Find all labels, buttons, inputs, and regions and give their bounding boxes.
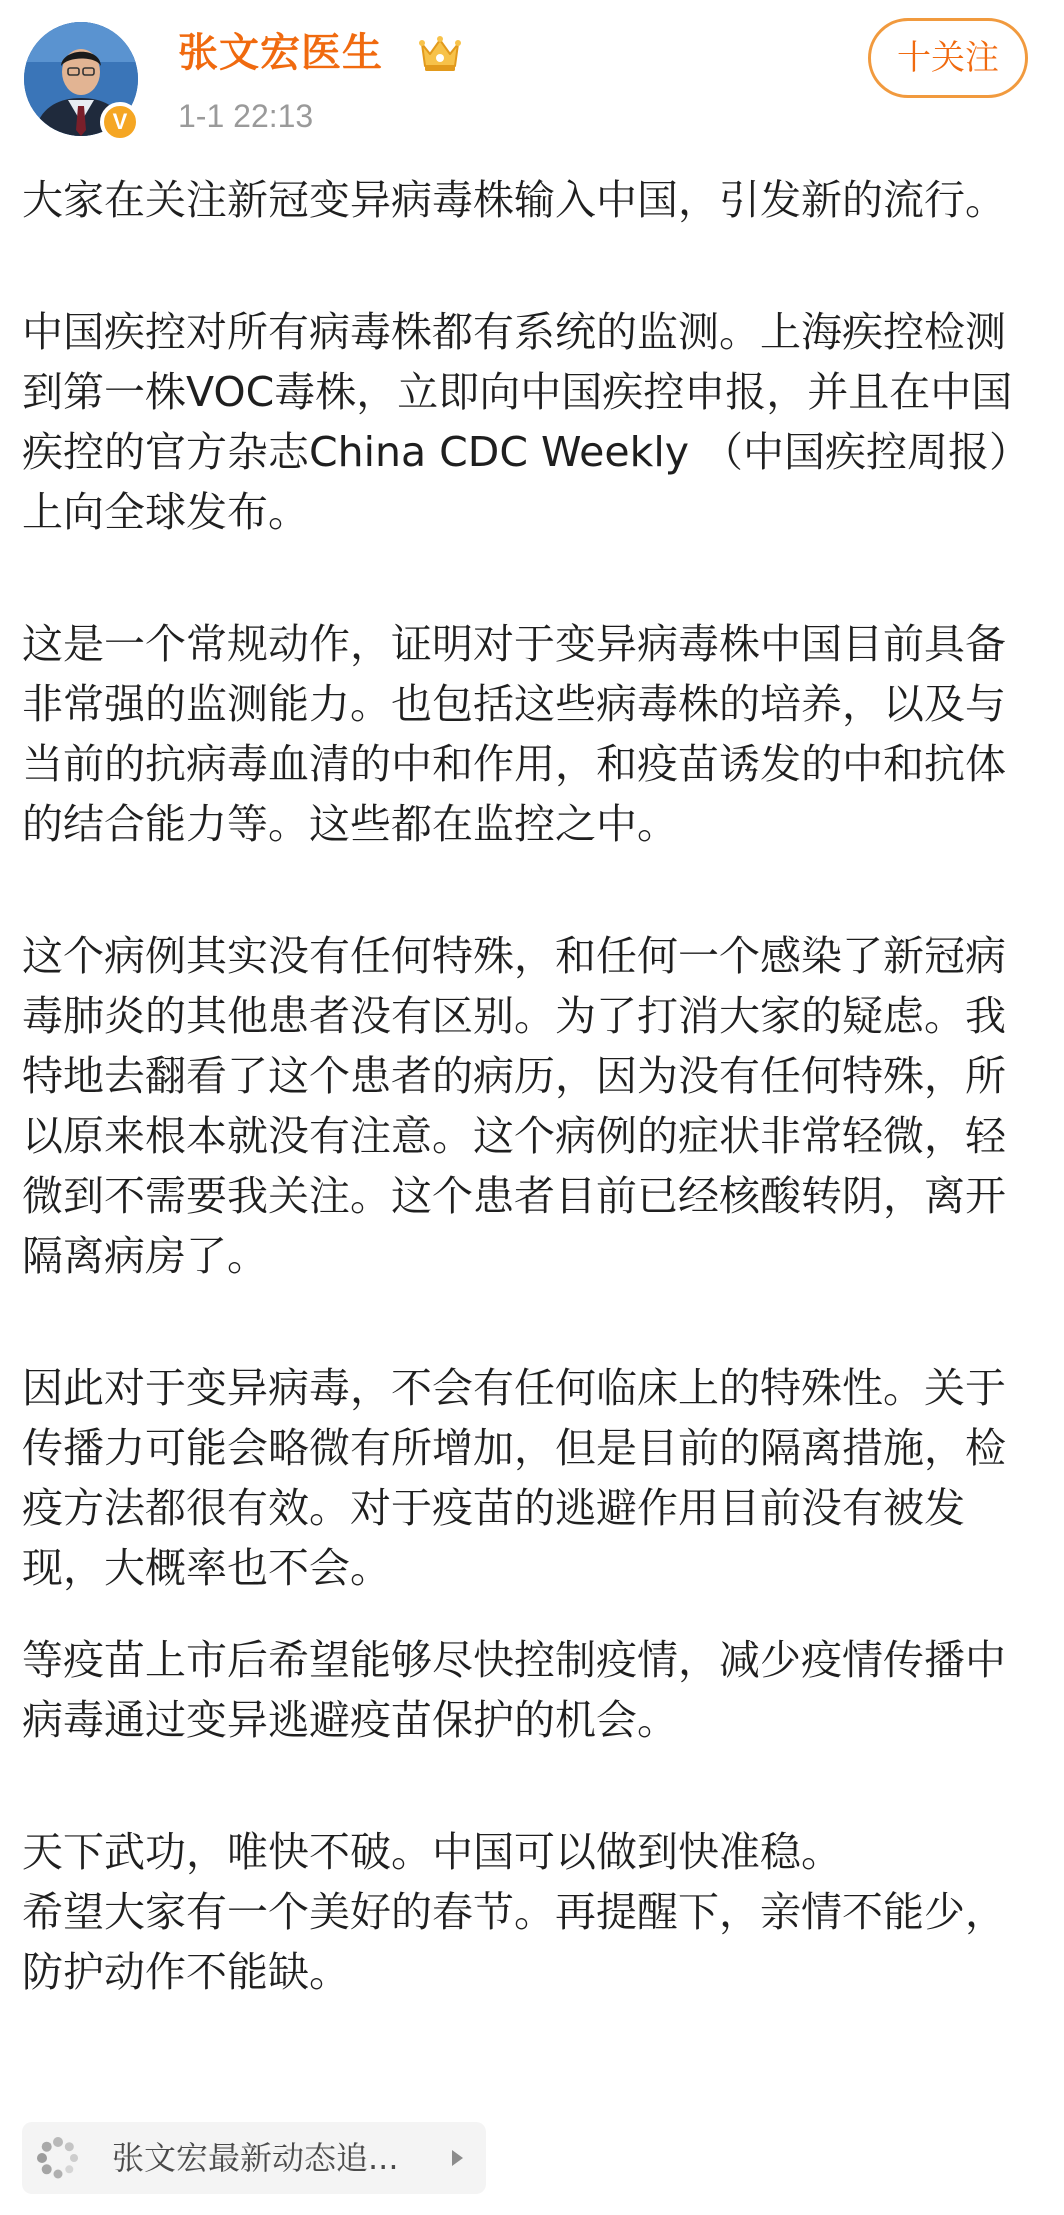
post-timestamp: 1-1 22:13 <box>178 98 314 134</box>
author-name[interactable]: 张文宏医生 <box>178 30 383 76</box>
post-paragraph: 天下武功，唯快不破。中国可以做到快准稳。 <box>22 1828 842 1876</box>
verified-badge-icon: V <box>100 102 140 142</box>
post-paragraph: 这是一个常规动作，证明对于变异病毒株中国目前具备非常强的监测能力。也包括这些病毒株的培养，以及与当前的抗病毒血清的中和作用，和疫苗诱发的中和抗体的结合能力等。这些都在监控之中。 <box>22 620 1006 848</box>
loading-spinner-icon <box>36 2136 80 2180</box>
crown-icon[interactable] <box>418 34 462 74</box>
topic-link[interactable] <box>22 2122 486 2194</box>
post-paragraph: 中国疾控对所有病毒株都有系统的监测。上海疾控检测到第一株VOC毒株，立即向中国疾控申报，并且在中国疾控的官方杂志China CDC Weekly （中国疾控周报）上向全球发布。 <box>22 308 1031 536</box>
follow-button[interactable]: 十关注 <box>868 18 1028 98</box>
post-paragraph: 等疫苗上市后希望能够尽快控制疫情，减少疫情传播中病毒通过变异逃避疫苗保护的机会。 <box>22 1636 1006 1744</box>
post-paragraph: 希望大家有一个美好的春节。再提醒下，亲情不能少，防护动作不能缺。 <box>22 1888 1006 1996</box>
chevron-right-icon <box>452 2150 463 2166</box>
post-paragraph: 大家在关注新冠变异病毒株输入中国，引发新的流行。 <box>22 176 1006 224</box>
post-paragraph: 这个病例其实没有任何特殊，和任何一个感染了新冠病毒肺炎的其他患者没有区别。为了打消大家的疑虑。我特地去翻看了这个患者的病历，因为没有任何特殊，所以原来根本就没有注意。这个病例的症状非常轻微，轻微到不需要我关注。这个患者目前已经核酸转阴，离开隔离病房了。 <box>22 932 1006 1280</box>
post-paragraph: 因此对于变异病毒，不会有任何临床上的特殊性。关于传播力可能会略微有所增加，但是目前的隔离措施，检疫方法都很有效。对于疫苗的逃避作用目前没有被发现，大概率也不会。 <box>22 1364 1006 1592</box>
topic-link-label: 张文宏最新动态追... <box>112 2139 399 2177</box>
post-header <box>0 0 1064 150</box>
post-content <box>22 170 1042 2002</box>
